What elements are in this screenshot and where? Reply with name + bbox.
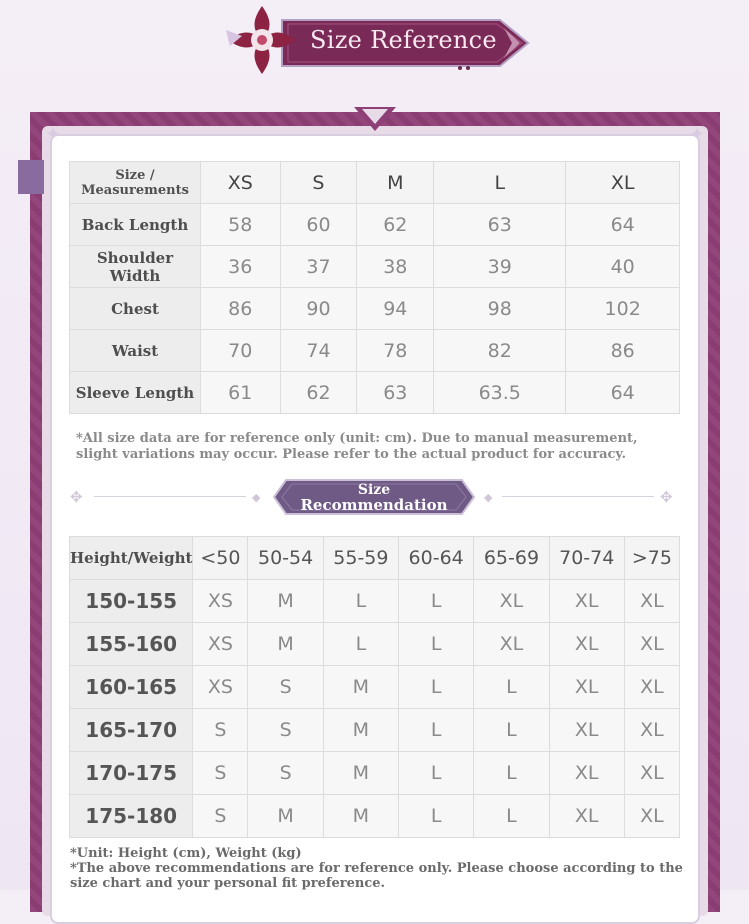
size-header: XS	[201, 162, 281, 204]
table-cell: L	[323, 623, 398, 666]
table-cell: M	[248, 580, 323, 623]
table-row	[70, 666, 680, 709]
table-cell: L	[474, 709, 549, 752]
table-cell: 62	[357, 204, 434, 246]
divider-ornament-icon: ✥	[660, 488, 673, 506]
table-cell: L	[399, 666, 474, 709]
row-label: 160-165	[70, 666, 193, 709]
table-row	[70, 330, 680, 372]
table-cell: L	[474, 795, 549, 838]
table-row	[70, 204, 680, 246]
table-cell: 62	[280, 372, 357, 414]
table-cell: L	[474, 666, 549, 709]
table-cell: M	[323, 795, 398, 838]
size-header: S	[280, 162, 357, 204]
recommendation-title-line2: Recommendation	[300, 496, 448, 514]
table-cell: 74	[280, 330, 357, 372]
table-cell: L	[399, 623, 474, 666]
table-cell: S	[248, 666, 323, 709]
recommendation-title-line1: Size	[357, 482, 391, 498]
divider-ornament-icon: ◆	[252, 491, 261, 504]
table-cell: 63	[357, 372, 434, 414]
table-cell: XL	[624, 580, 679, 623]
size-recommendation-table	[69, 536, 680, 838]
table-cell: L	[399, 709, 474, 752]
size-header: L	[434, 162, 566, 204]
table-cell: XL	[549, 709, 624, 752]
frame-notch-icon	[354, 107, 396, 135]
divider-ornament-icon: ◆	[484, 491, 493, 504]
table-cell: XL	[549, 752, 624, 795]
table-cell: 40	[566, 246, 680, 288]
row-label: Waist	[70, 330, 201, 372]
table-corner-label: Height/Weight	[70, 537, 193, 580]
table-header-row	[70, 537, 680, 580]
table-cell: 94	[357, 288, 434, 330]
table-cell: S	[193, 795, 248, 838]
page-title: Size Reference	[310, 26, 497, 54]
row-label: Chest	[70, 288, 201, 330]
table-cell: XL	[549, 666, 624, 709]
table-header-row	[70, 162, 680, 204]
table-cell: 63	[434, 204, 566, 246]
table-cell: 36	[201, 246, 281, 288]
divider-line	[94, 496, 246, 497]
row-label: 175-180	[70, 795, 193, 838]
weight-header: 65-69	[474, 537, 549, 580]
table-cell: L	[399, 752, 474, 795]
weight-header: 50-54	[248, 537, 323, 580]
side-tab-decoration	[18, 160, 44, 194]
table-cell: 98	[434, 288, 566, 330]
table-cell: 64	[566, 372, 680, 414]
table-cell: 61	[201, 372, 281, 414]
row-label: Sleeve Length	[70, 372, 201, 414]
table-cell: M	[323, 709, 398, 752]
table-cell: 38	[357, 246, 434, 288]
table-cell: M	[248, 623, 323, 666]
table-cell: XL	[549, 623, 624, 666]
table-cell: XL	[549, 795, 624, 838]
flower-emblem-icon	[220, 0, 300, 80]
table-cell: L	[474, 752, 549, 795]
weight-header: 70-74	[549, 537, 624, 580]
size-header: M	[357, 162, 434, 204]
corner-star-icon: ✦	[689, 124, 705, 145]
table-cell: 70	[201, 330, 281, 372]
recommendation-note-line1: *Unit: Height (cm), Weight (kg)	[70, 846, 302, 861]
recommendation-note-line2: *The above recommendations are for reference only. Please choose according to the size chart and your personal fit preference.	[70, 861, 683, 891]
table-cell: S	[248, 709, 323, 752]
table-cell: L	[399, 580, 474, 623]
table-cell: XL	[624, 666, 679, 709]
table-cell: 86	[566, 330, 680, 372]
table-cell: XS	[193, 580, 248, 623]
table-cell: XS	[193, 623, 248, 666]
table-cell: XL	[474, 623, 549, 666]
table-cell: XL	[624, 795, 679, 838]
recommendation-note	[70, 846, 690, 891]
weight-header: <50	[193, 537, 248, 580]
table-cell: M	[248, 795, 323, 838]
table-cell: XL	[624, 752, 679, 795]
table-corner-label: Size / Measurements	[70, 162, 201, 204]
table-cell: XL	[549, 580, 624, 623]
corner-star-icon: ✦	[45, 124, 61, 145]
row-label: Shoulder Width	[70, 246, 201, 288]
table-cell: 58	[201, 204, 281, 246]
row-label: 170-175	[70, 752, 193, 795]
table-cell: 63.5	[434, 372, 566, 414]
divider-line	[502, 496, 654, 497]
table-cell: 86	[201, 288, 281, 330]
row-label: 155-160	[70, 623, 193, 666]
table-cell: 39	[434, 246, 566, 288]
row-label: 165-170	[70, 709, 193, 752]
table-row	[70, 752, 680, 795]
table-row	[70, 709, 680, 752]
table-cell: 82	[434, 330, 566, 372]
size-header: XL	[566, 162, 680, 204]
size-measurements-table	[69, 161, 680, 414]
table-cell: S	[193, 709, 248, 752]
header-banner	[222, 14, 532, 72]
table-cell: XL	[474, 580, 549, 623]
table-cell: M	[323, 666, 398, 709]
table-cell: S	[248, 752, 323, 795]
table-cell: XS	[193, 666, 248, 709]
weight-header: 55-59	[323, 537, 398, 580]
divider-ornament-icon: ✥	[70, 488, 83, 506]
table-cell: XL	[624, 623, 679, 666]
recommendation-title	[272, 484, 476, 513]
table-row	[70, 795, 680, 838]
weight-header: >75	[624, 537, 679, 580]
table-cell: 60	[280, 204, 357, 246]
table-cell: 90	[280, 288, 357, 330]
table-row	[70, 623, 680, 666]
table-cell: M	[323, 752, 398, 795]
row-label: Back Length	[70, 204, 201, 246]
table-row	[70, 372, 680, 414]
table-cell: XL	[624, 709, 679, 752]
weight-header: 60-64	[399, 537, 474, 580]
table-cell: 37	[280, 246, 357, 288]
table-cell: 102	[566, 288, 680, 330]
row-label: 150-155	[70, 580, 193, 623]
table-cell: 78	[357, 330, 434, 372]
table-cell: L	[399, 795, 474, 838]
table-cell: S	[193, 752, 248, 795]
table-row	[70, 246, 680, 288]
measurement-note: *All size data are for reference only (unit: cm). Due to manual measurement, slight variations may occur. Please refer to the actual product for accuracy.	[76, 431, 638, 462]
table-cell: L	[323, 580, 398, 623]
table-row	[70, 580, 680, 623]
table-row	[70, 288, 680, 330]
table-cell: 64	[566, 204, 680, 246]
